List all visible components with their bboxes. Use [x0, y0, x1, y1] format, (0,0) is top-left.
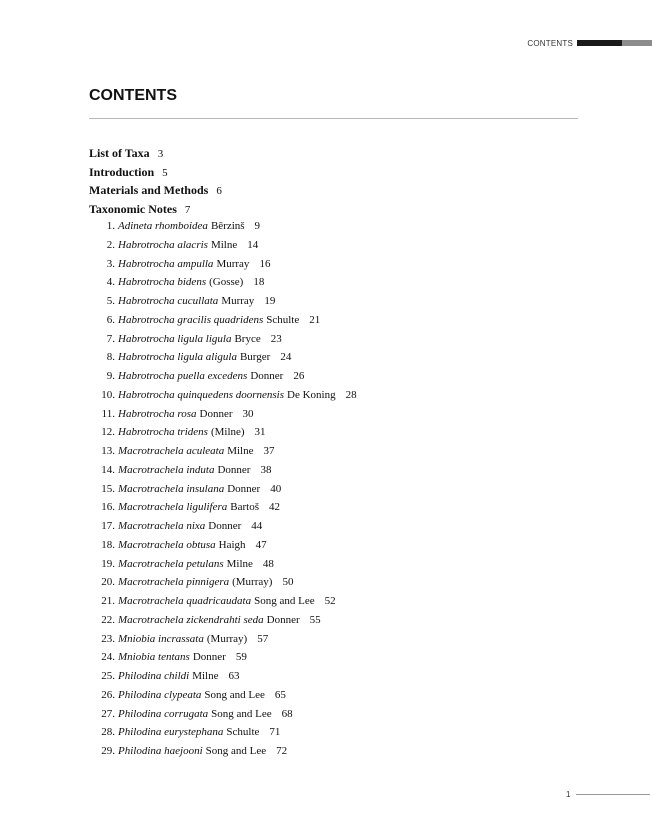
note-page: 40 — [270, 482, 282, 495]
note-author: Bartoš — [230, 501, 260, 514]
note-number: 16. — [101, 501, 115, 514]
note-number: 4. — [106, 276, 115, 289]
note-author: Donner — [192, 651, 226, 664]
footer-rule — [576, 794, 650, 795]
note-author: De Koning — [287, 388, 336, 401]
note-page: 71 — [269, 726, 281, 739]
note-author: (Murray) — [206, 632, 248, 645]
note-taxon: Macrotrachela nixa — [118, 520, 206, 532]
note-page: 24 — [280, 351, 292, 364]
note-author: (Milne) — [210, 426, 245, 439]
note-page: 59 — [235, 651, 247, 664]
toc-note-item — [89, 461, 357, 480]
note-number: 8. — [106, 351, 115, 364]
title-divider — [89, 118, 578, 119]
note-page: 9 — [254, 220, 261, 232]
note-author: Donner — [250, 370, 284, 382]
toc-note-item — [89, 423, 357, 442]
toc-note-item — [89, 348, 357, 367]
page-footer — [566, 790, 650, 799]
running-header — [527, 37, 652, 49]
note-taxon: Habrotrocha tridens — [118, 426, 208, 439]
note-taxon: Habrotrocha rosa — [118, 407, 197, 420]
note-taxon: Macrotrachela quadricaudata — [118, 595, 252, 607]
note-page: 48 — [262, 557, 274, 570]
toc-note-item — [89, 292, 357, 311]
note-page: 38 — [260, 463, 272, 476]
note-taxon: Philodina clypeata — [118, 688, 202, 701]
page-number: 1 — [566, 790, 571, 799]
note-author: Donner — [208, 520, 242, 532]
note-taxon: Habrotrocha ampulla — [118, 257, 214, 270]
note-number: 5. — [106, 295, 115, 307]
note-taxon: Habrotrocha alacris — [118, 238, 208, 251]
note-taxon: Habrotrocha puella excedens — [118, 370, 248, 382]
note-number: 18. — [101, 538, 115, 551]
toc-note-item — [89, 236, 357, 255]
note-author: Murray — [221, 295, 255, 307]
note-page: 18 — [253, 276, 265, 289]
toc-section-taxonomic-notes — [89, 200, 222, 219]
note-page: 30 — [242, 407, 254, 420]
note-taxon: Macrotrachela pinnigera — [118, 576, 230, 589]
toc-section-page: 3 — [157, 148, 164, 160]
note-author: (Murray) — [232, 576, 273, 589]
toc-section-page: 7 — [184, 204, 191, 217]
note-author: Burger — [239, 351, 271, 364]
note-number: 11. — [101, 407, 115, 420]
toc-note-item — [89, 667, 357, 686]
note-author: Milne — [210, 238, 238, 251]
toc-note-item — [89, 536, 357, 555]
note-number: 13. — [101, 445, 115, 457]
toc-section-label: Introduction — [89, 164, 155, 179]
note-author: Donner — [199, 407, 233, 420]
header-bar-grey — [622, 40, 652, 46]
note-page: 28 — [345, 388, 357, 401]
note-taxon: Habrotrocha cucullata — [118, 295, 219, 307]
page-title: CONTENTS — [89, 87, 177, 104]
toc-note-item — [89, 217, 357, 236]
toc-sections — [89, 144, 222, 219]
note-page: 55 — [309, 613, 321, 626]
note-number: 14. — [101, 463, 115, 476]
note-page: 65 — [274, 688, 286, 701]
note-page: 26 — [293, 370, 305, 382]
toc-note-item — [89, 330, 357, 349]
note-page: 57 — [257, 632, 269, 645]
toc-note-item — [89, 517, 357, 536]
toc-section-page: 5 — [162, 166, 168, 179]
note-number: 22. — [101, 613, 115, 626]
toc-note-item — [89, 723, 357, 742]
note-taxon: Adineta rhomboidea — [118, 220, 208, 232]
note-number: 19. — [101, 557, 115, 570]
toc-note-item — [89, 630, 357, 649]
toc-note-item — [89, 386, 357, 405]
note-number: 7. — [106, 332, 115, 345]
note-author: Murray — [216, 257, 250, 270]
note-page: 21 — [309, 313, 321, 326]
note-taxon: Philodina eurystephana — [118, 726, 224, 739]
note-number: 23. — [101, 632, 115, 645]
note-number: 15. — [101, 482, 115, 495]
toc-note-item — [89, 273, 357, 292]
note-taxon: Habrotrocha bidens — [118, 276, 207, 289]
note-author: Song and Lee — [204, 688, 265, 701]
note-page: 44 — [251, 520, 263, 532]
note-author: (Gosse) — [209, 276, 244, 289]
note-number: 27. — [101, 707, 115, 720]
header-bar-dark — [577, 40, 622, 46]
note-taxon: Habrotrocha ligula aligula — [118, 351, 237, 364]
note-author: Song and Lee — [254, 595, 315, 607]
note-author: Bryce — [234, 332, 261, 345]
note-number: 2. — [106, 238, 115, 251]
note-author: Schulte — [226, 726, 260, 739]
note-page: 37 — [263, 445, 275, 457]
note-taxon: Macrotrachela induta — [118, 463, 215, 476]
toc-section-list-of-taxa — [89, 144, 222, 163]
toc-section-label: List of Taxa — [89, 146, 150, 160]
note-number: 21. — [101, 595, 115, 607]
note-author: Donner — [266, 613, 300, 626]
note-page: 16 — [259, 257, 271, 270]
note-taxon: Macrotrachela insulana — [118, 482, 225, 495]
toc-note-item — [89, 611, 357, 630]
note-number: 12. — [101, 426, 115, 439]
toc-note-item — [89, 311, 357, 330]
toc-section-introduction — [89, 163, 222, 182]
note-number: 24. — [101, 651, 115, 664]
note-taxon: Macrotrachela obtusa — [118, 538, 216, 551]
toc-note-item — [89, 648, 357, 667]
toc-note-item — [89, 742, 357, 761]
note-page: 19 — [264, 295, 276, 307]
note-number: 28. — [101, 726, 115, 739]
note-taxon: Habrotrocha ligula ligula — [118, 332, 232, 345]
note-page: 14 — [247, 238, 259, 251]
running-header-label: CONTENTS — [527, 38, 573, 48]
note-author: Milne — [192, 670, 219, 682]
note-page: 42 — [269, 501, 281, 514]
note-number: 3. — [106, 257, 115, 270]
note-author: Haigh — [218, 538, 246, 551]
note-taxon: Philodina haejooni — [118, 745, 203, 757]
note-taxon: Macrotrachela zickendrahti seda — [118, 613, 264, 626]
note-page: 72 — [276, 745, 288, 757]
note-author: Schulte — [266, 313, 300, 326]
note-taxon: Habrotrocha quinquedens doornensis — [118, 388, 285, 401]
note-page: 52 — [324, 595, 336, 607]
note-taxon: Macrotrachela aculeata — [118, 445, 225, 457]
toc-section-page: 6 — [216, 185, 222, 198]
note-author: Donner — [217, 463, 251, 476]
note-number: 29. — [101, 745, 115, 757]
note-number: 1. — [106, 220, 115, 232]
note-number: 9. — [106, 370, 115, 382]
note-page: 47 — [255, 538, 267, 551]
toc-note-item — [89, 498, 357, 517]
note-page: 50 — [282, 576, 294, 589]
toc-note-item — [89, 255, 357, 274]
note-author: Song and Lee — [205, 745, 267, 757]
note-page: 63 — [228, 670, 240, 682]
note-number: 26. — [101, 688, 115, 701]
note-taxon: Mniobia incrassata — [118, 632, 204, 645]
note-taxon: Macrotrachela petulans — [118, 557, 224, 570]
toc-note-item — [89, 573, 357, 592]
toc-note-item — [89, 367, 357, 386]
note-number: 20. — [101, 576, 115, 589]
note-taxon: Philodina corrugata — [118, 707, 209, 720]
toc-section-materials-and-methods — [89, 181, 222, 200]
note-author: Milne — [226, 557, 253, 570]
note-author: Milne — [227, 445, 254, 457]
taxonomic-notes-list — [89, 217, 357, 761]
toc-note-item — [89, 592, 357, 611]
note-author: Song and Lee — [211, 707, 272, 720]
note-page: 23 — [270, 332, 282, 345]
note-number: 10. — [101, 388, 115, 401]
note-page: 31 — [254, 426, 266, 439]
toc-section-label: Taxonomic Notes — [89, 202, 177, 217]
note-taxon: Mniobia tentans — [118, 651, 190, 664]
toc-note-item — [89, 705, 357, 724]
toc-section-label: Materials and Methods — [89, 183, 209, 198]
note-author: Donner — [227, 482, 261, 495]
toc-note-item — [89, 555, 357, 574]
note-number: 17. — [101, 520, 115, 532]
toc-note-item — [89, 405, 357, 424]
note-number: 25. — [101, 670, 115, 682]
toc-note-item — [89, 442, 357, 461]
toc-note-item — [89, 480, 357, 499]
note-taxon: Philodina childi — [118, 670, 190, 682]
note-number: 6. — [106, 313, 115, 326]
toc-note-item — [89, 686, 357, 705]
note-page: 68 — [281, 707, 293, 720]
note-author: Bērzinš — [210, 220, 245, 232]
note-taxon: Habrotrocha gracilis quadridens — [118, 313, 264, 326]
note-taxon: Macrotrachela ligulifera — [118, 501, 228, 514]
